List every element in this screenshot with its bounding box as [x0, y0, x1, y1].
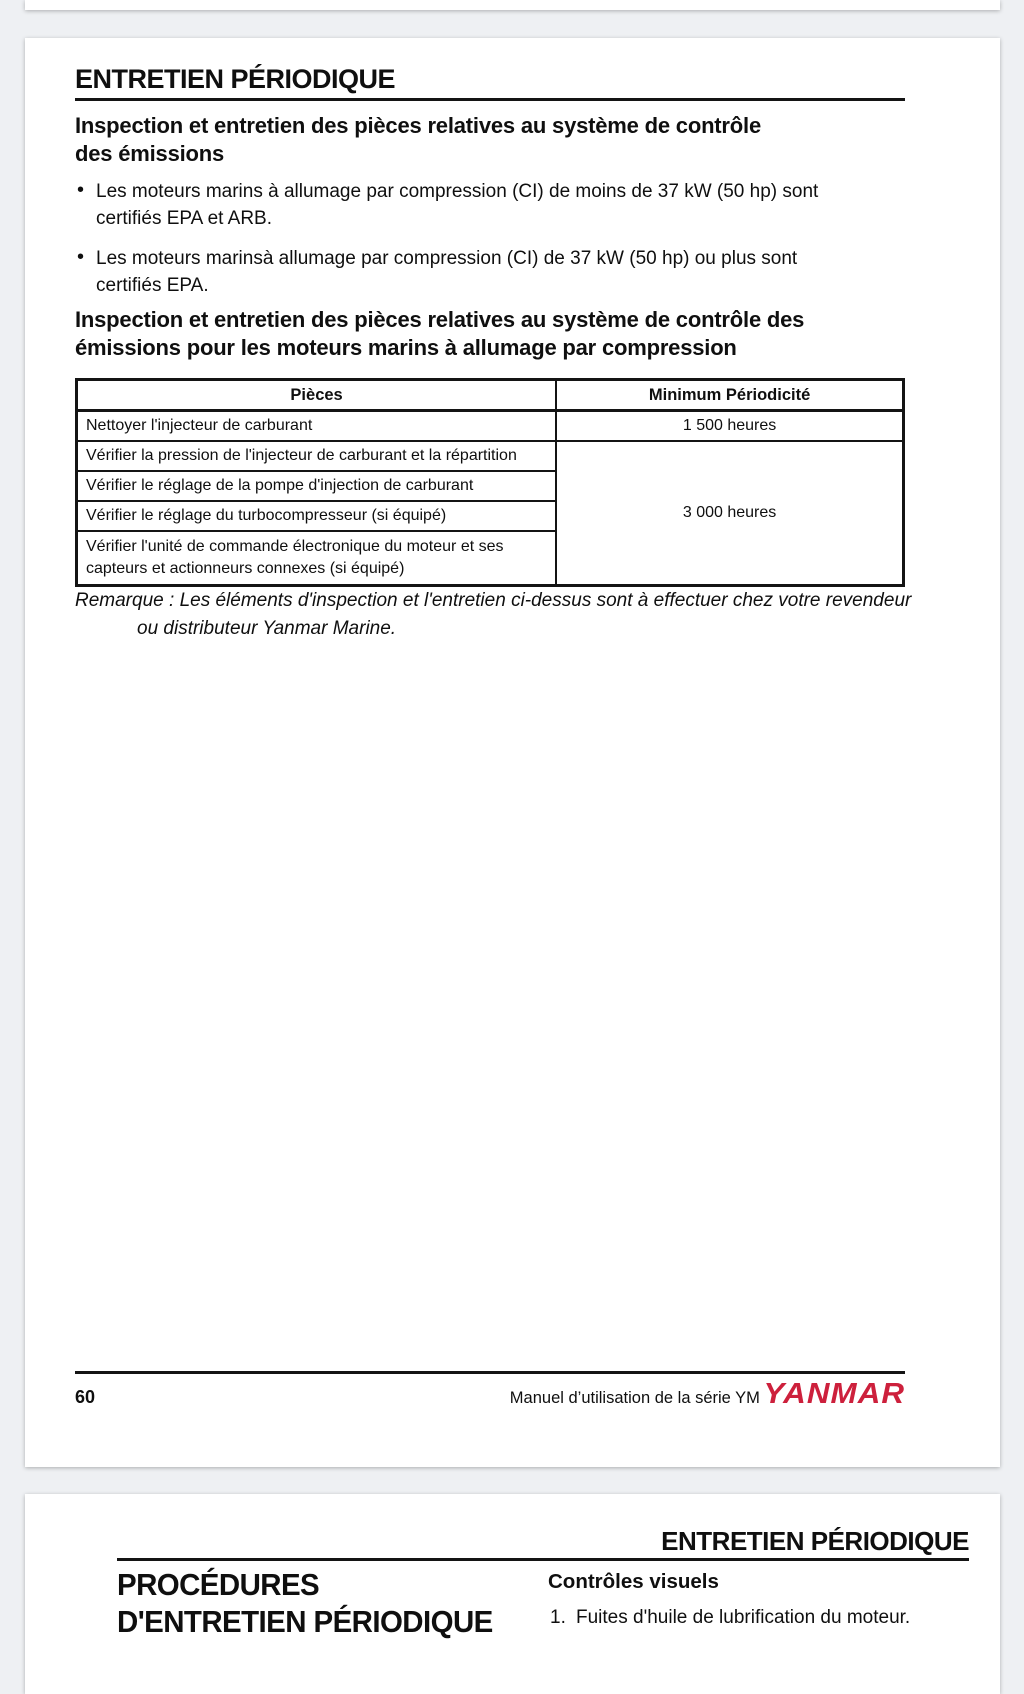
- bullet-item: • Les moteurs marins à allumage par compression (CI) de moins de 37 kW (50 hp) sont certifiés EPA et ARB.: [75, 178, 861, 232]
- page-number: 60: [75, 1387, 96, 1407]
- running-header: ENTRETIEN PÉRIODIQUE: [661, 1526, 969, 1556]
- remark-label: Remarque :: [75, 590, 175, 611]
- bullet-item: • Les moteurs marinsà allumage par compression (CI) de 37 kW (50 hp) ou plus sont certifiés EPA.: [75, 245, 861, 299]
- heading-line: Inspection et entretien des pièces relatives au système de contrôle: [75, 113, 761, 138]
- table-header-pieces: Pièces: [77, 380, 557, 411]
- manual-page-60: [25, 38, 1000, 1467]
- running-header-rule: [117, 1558, 969, 1561]
- previous-page-bottom-strip: [25, 0, 1000, 10]
- heading-emissions-inspection-ci: [75, 306, 905, 362]
- section-title-rule: [75, 98, 905, 101]
- footer-rule: [75, 1371, 905, 1374]
- list-item-number: 1.: [550, 1607, 566, 1628]
- list-item-text: Fuites d'huile de lubrification du moteur.: [576, 1607, 911, 1628]
- heading-emissions-inspection: [75, 112, 905, 168]
- heading-line: émissions pour les moteurs marins à allumage par compression: [75, 335, 737, 360]
- remark-note: [75, 587, 927, 643]
- chapter-title: [117, 1566, 493, 1640]
- page-footer: [75, 1378, 905, 1411]
- remark-text: Les éléments d'inspection et l'entretien ci-dessus sont à effectuer chez votre revendeur ou distributeur Yanmar Marine.: [137, 590, 912, 639]
- certification-bullet-list: [75, 178, 850, 299]
- yanmar-logo: YANMAR: [763, 1378, 905, 1410]
- table-cell-piece: Vérifier le réglage du turbocompresseur (si équipé): [77, 501, 557, 531]
- section-title: ENTRETIEN PÉRIODIQUE: [75, 64, 396, 94]
- table-row: [77, 441, 904, 471]
- manual-title: Manuel d’utilisation de la série YM: [509, 1389, 760, 1407]
- table-cell-piece: Vérifier le réglage de la pompe d'injection de carburant: [77, 471, 557, 501]
- heading-line: des émissions: [75, 141, 225, 166]
- table-row: [77, 411, 904, 442]
- table-cell-piece: Vérifier l'unité de commande électronique du moteur et ses capteurs et actionneurs connexes (si équipé): [77, 531, 557, 586]
- next-page-top: [25, 1494, 1000, 1694]
- numbered-list-item: [550, 1607, 910, 1629]
- table-header-periodicite: Minimum Périodicité: [556, 380, 903, 411]
- subheading-visual-checks: Contrôles visuels: [548, 1570, 719, 1593]
- chapter-title-line: PROCÉDURES: [117, 1567, 320, 1602]
- chapter-title-line: D'ENTRETIEN PÉRIODIQUE: [117, 1604, 493, 1639]
- table-cell-piece: Vérifier la pression de l'injecteur de carburant et la répartition: [77, 441, 557, 471]
- table-cell-hours: 3 000 heures: [556, 441, 903, 586]
- table-cell-piece: Nettoyer l'injecteur de carburant: [77, 411, 557, 442]
- table-cell-hours: 1 500 heures: [556, 411, 903, 442]
- maintenance-table: [75, 378, 905, 587]
- table-header-row: [77, 380, 904, 411]
- heading-line: Inspection et entretien des pièces relatives au système de contrôle des: [75, 307, 805, 332]
